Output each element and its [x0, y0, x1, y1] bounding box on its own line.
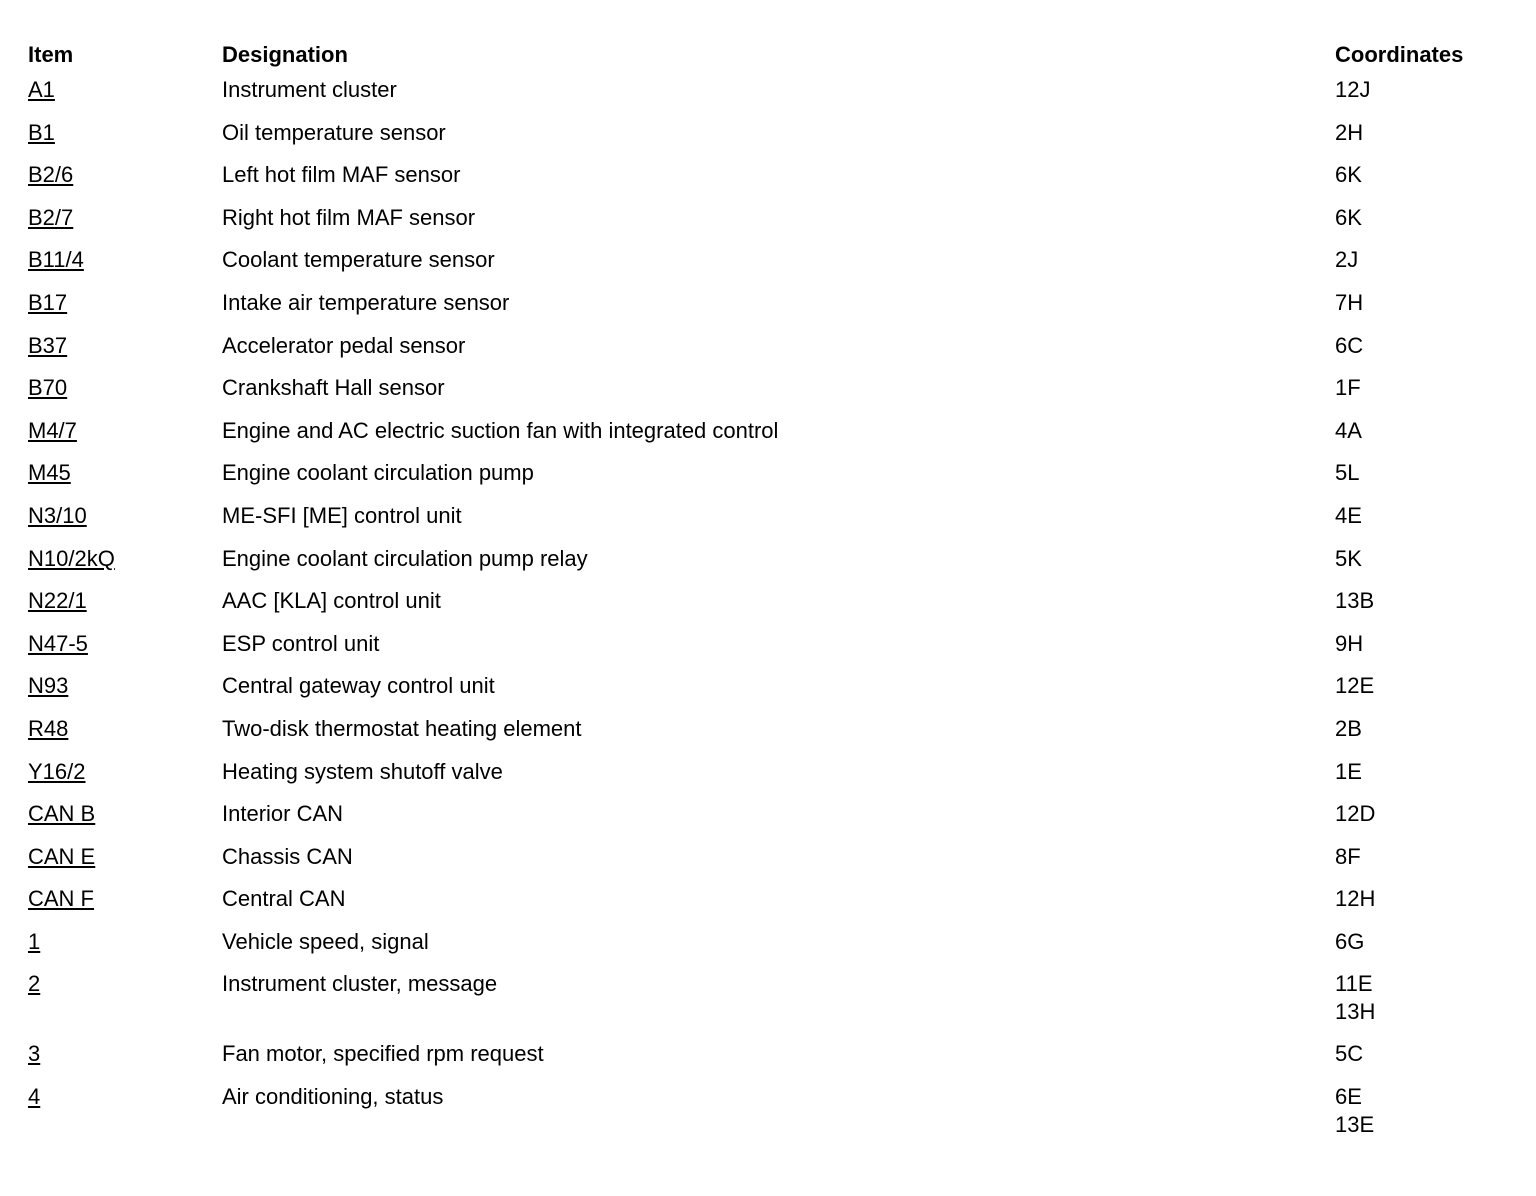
table-row: [28, 928, 1508, 971]
item-cell: [28, 1040, 222, 1083]
table-row: [28, 970, 1508, 1040]
designation-cell: Air conditioning, status: [222, 1084, 444, 1110]
coordinates-cell: [1335, 928, 1508, 971]
coordinates-cell: [1335, 374, 1508, 417]
item-link[interactable]: 2: [28, 971, 41, 997]
coordinate-value: 2J: [1335, 247, 1359, 273]
designation-cell: Heating system shutoff valve: [222, 758, 503, 784]
coordinates-cell: [1335, 502, 1508, 545]
table-header-row: [28, 40, 1508, 76]
coordinate-value: 13E: [1335, 1112, 1375, 1138]
coordinate-value: 12J: [1335, 77, 1371, 102]
item-cell: [28, 715, 222, 758]
table-row: [28, 800, 1508, 843]
table-row: [28, 587, 1508, 630]
table-row: [28, 204, 1508, 247]
coordinate-value: 2B: [1335, 715, 1362, 741]
coordinates-column-header: Coordinates: [1335, 42, 1464, 67]
item-cell: [28, 545, 222, 588]
item-cell: [28, 630, 222, 673]
designation-cell: Engine coolant circulation pump: [222, 460, 534, 486]
table-row: [28, 1083, 1508, 1153]
item-link[interactable]: N47-5: [28, 630, 88, 656]
coordinates-cell: [1335, 800, 1508, 843]
item-link[interactable]: B70: [28, 375, 68, 401]
item-link[interactable]: 1: [28, 928, 41, 954]
coordinate-value: 7H: [1335, 289, 1364, 315]
coordinate-value: 9H: [1335, 630, 1364, 656]
item-cell: [28, 928, 222, 971]
coordinates-cell: [1335, 545, 1508, 588]
coordinate-value: 6K: [1335, 204, 1362, 230]
coordinates-cell: [1335, 715, 1508, 758]
coordinate-value: 12E: [1335, 673, 1375, 699]
coordinates-cell: [1335, 76, 1508, 119]
designation-cell: Two-disk thermostat heating element: [222, 715, 582, 741]
table-row: [28, 289, 1508, 332]
table-row: [28, 672, 1508, 715]
designation-column-header: Designation: [222, 42, 348, 67]
designation-cell: Engine coolant circulation pump relay: [222, 545, 588, 571]
table-row: [28, 246, 1508, 289]
item-cell: [28, 843, 222, 886]
designation-cell: Left hot film MAF sensor: [222, 162, 461, 188]
table-row: [28, 715, 1508, 758]
item-link[interactable]: R48: [28, 715, 69, 741]
item-cell: [28, 374, 222, 417]
item-link[interactable]: CAN E: [28, 843, 96, 869]
item-link[interactable]: N93: [28, 673, 69, 699]
table-row: [28, 758, 1508, 801]
coordinate-value: 5L: [1335, 460, 1360, 486]
coordinates-cell: [1335, 417, 1508, 460]
item-cell: [28, 417, 222, 460]
coordinate-value: 5C: [1335, 1041, 1364, 1067]
designation-cell: Crankshaft Hall sensor: [222, 375, 445, 401]
item-link[interactable]: 4: [28, 1084, 41, 1110]
coordinates-cell: [1335, 672, 1508, 715]
coordinates-cell: [1335, 332, 1508, 375]
designation-cell: Fan motor, specified rpm request: [222, 1041, 544, 1067]
item-link[interactable]: N3/10: [28, 502, 87, 528]
coordinate-value: 5K: [1335, 545, 1362, 571]
coordinates-cell: [1335, 758, 1508, 801]
designation-cell: Intake air temperature sensor: [222, 289, 510, 315]
designation-cell: Right hot film MAF sensor: [222, 204, 476, 230]
coordinate-value: 13H: [1335, 999, 1376, 1025]
coordinate-value: 12D: [1335, 801, 1376, 827]
item-link[interactable]: B2/7: [28, 204, 74, 230]
designation-cell: Engine and AC electric suction fan with integrated control: [222, 417, 779, 443]
item-cell: [28, 672, 222, 715]
designation-cell: Oil temperature sensor: [222, 119, 446, 145]
legend-rows: [28, 76, 1508, 1153]
table-row: [28, 545, 1508, 588]
item-link[interactable]: Y16/2: [28, 758, 86, 784]
coordinates-cell: [1335, 119, 1508, 162]
coordinate-value: 13B: [1335, 588, 1375, 614]
designation-cell: Vehicle speed, signal: [222, 928, 429, 954]
coordinate-value: 6C: [1335, 332, 1364, 358]
coordinate-value: 2H: [1335, 119, 1364, 145]
item-cell: [28, 885, 222, 928]
designation-cell: Instrument cluster: [222, 77, 397, 102]
table-row: [28, 374, 1508, 417]
coordinates-cell: [1335, 204, 1508, 247]
designation-cell: Coolant temperature sensor: [222, 247, 495, 273]
coordinates-cell: [1335, 1040, 1508, 1083]
item-link[interactable]: CAN B: [28, 801, 96, 827]
item-link[interactable]: B2/6: [28, 162, 74, 188]
item-cell: [28, 204, 222, 247]
designation-cell: Central CAN: [222, 886, 346, 912]
coordinate-value: 12H: [1335, 886, 1376, 912]
item-link[interactable]: M45: [28, 460, 71, 486]
item-cell: [28, 246, 222, 289]
item-cell: [28, 758, 222, 801]
item-cell: [28, 289, 222, 332]
coordinates-cell: [1335, 246, 1508, 289]
table-row: [28, 161, 1508, 204]
item-cell: [28, 332, 222, 375]
table-row: [28, 119, 1508, 162]
item-link[interactable]: N22/1: [28, 588, 87, 614]
item-link[interactable]: N10/2kQ: [28, 545, 115, 571]
designation-cell: Accelerator pedal sensor: [222, 332, 466, 358]
coordinate-value: 1E: [1335, 758, 1362, 784]
item-cell: [28, 502, 222, 545]
item-link[interactable]: M4/7: [28, 417, 77, 443]
item-link[interactable]: 3: [28, 1041, 41, 1067]
coordinates-cell: [1335, 587, 1508, 630]
designation-cell: ME-SFI [ME] control unit: [222, 502, 462, 528]
coordinates-cell: [1335, 885, 1508, 928]
item-link[interactable]: B1: [28, 119, 55, 145]
item-cell: [28, 459, 222, 502]
coordinates-cell: [1335, 970, 1508, 1040]
coordinate-value: 4E: [1335, 502, 1362, 528]
table-row: [28, 630, 1508, 673]
table-row: [28, 1040, 1508, 1083]
designation-cell: Chassis CAN: [222, 843, 353, 869]
coordinates-cell: [1335, 1083, 1508, 1153]
coordinates-cell: [1335, 161, 1508, 204]
component-legend-table: [28, 40, 1508, 1153]
designation-cell: AAC [KLA] control unit: [222, 588, 441, 614]
table-row: [28, 885, 1508, 928]
item-cell: [28, 161, 222, 204]
coordinate-value: 6G: [1335, 928, 1365, 954]
item-column-header: Item: [28, 42, 74, 67]
coordinate-value: 6K: [1335, 162, 1362, 188]
designation-cell: ESP control unit: [222, 630, 380, 656]
designation-cell: Instrument cluster, message: [222, 971, 498, 997]
item-cell: [28, 76, 222, 119]
item-cell: [28, 1083, 222, 1153]
item-link[interactable]: B11/4: [28, 247, 84, 273]
table-row: [28, 459, 1508, 502]
item-cell: [28, 970, 222, 1040]
designation-cell: Central gateway control unit: [222, 673, 495, 699]
coordinates-cell: [1335, 843, 1508, 886]
table-row: [28, 76, 1508, 119]
table-row: [28, 502, 1508, 545]
item-cell: [28, 119, 222, 162]
item-link[interactable]: CAN F: [28, 886, 94, 912]
item-link[interactable]: B17: [28, 289, 68, 315]
item-cell: [28, 800, 222, 843]
item-link[interactable]: A1: [28, 77, 55, 102]
coordinate-value: 11E: [1335, 971, 1373, 997]
coordinates-cell: [1335, 630, 1508, 673]
coordinates-cell: [1335, 289, 1508, 332]
item-link[interactable]: B37: [28, 332, 68, 358]
coordinates-cell: [1335, 459, 1508, 502]
designation-cell: Interior CAN: [222, 801, 344, 827]
coordinate-value: 8F: [1335, 843, 1361, 869]
coordinate-value: 4A: [1335, 417, 1362, 443]
table-row: [28, 843, 1508, 886]
coordinate-value: 1F: [1335, 375, 1361, 401]
item-cell: [28, 587, 222, 630]
table-row: [28, 332, 1508, 375]
coordinate-value: 6E: [1335, 1084, 1362, 1110]
table-row: [28, 417, 1508, 460]
